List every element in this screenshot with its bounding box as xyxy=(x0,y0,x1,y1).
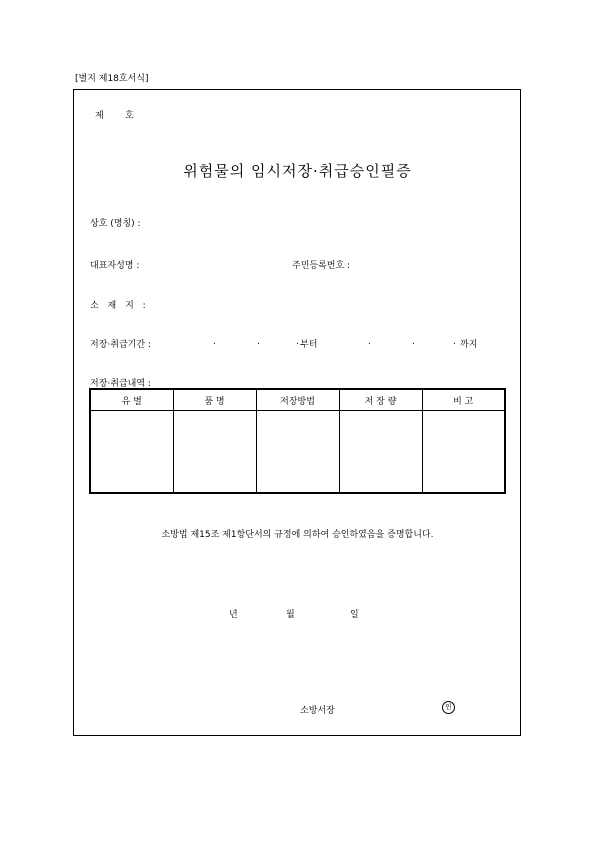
address-label: 소 재 지 : xyxy=(90,301,146,311)
period-dot-1: . xyxy=(213,337,216,347)
number-prefix: 제 xyxy=(95,111,104,121)
header-category: 유 별 xyxy=(90,389,173,411)
period-from: 부터 xyxy=(300,340,318,350)
cell-quantity[interactable] xyxy=(339,411,422,494)
table-header-row xyxy=(90,389,505,411)
cell-item-name[interactable] xyxy=(173,411,256,494)
details-label: 저장·취급내역 : xyxy=(90,379,151,389)
cell-storage-method[interactable] xyxy=(256,411,339,494)
cell-remarks[interactable] xyxy=(422,411,505,494)
date-year: 년 xyxy=(229,610,238,620)
period-dot-6: . xyxy=(453,337,456,347)
period-to: 까지 xyxy=(460,340,478,350)
number-suffix: 호 xyxy=(125,111,134,121)
document-title: 위험물의 임시저장·취급승인필증 xyxy=(183,162,412,180)
cell-category[interactable] xyxy=(90,411,173,494)
header-remarks: 비 고 xyxy=(422,389,505,411)
details-table xyxy=(89,388,506,494)
representative-label: 대표자성명 : xyxy=(90,261,140,271)
header-storage-method: 저장방법 xyxy=(256,389,339,411)
period-dot-2: . xyxy=(257,337,260,347)
date-day: 일 xyxy=(350,610,359,620)
table-row xyxy=(90,411,505,494)
period-dot-3: . xyxy=(296,337,299,347)
period-label: 저장·취급기간 : xyxy=(90,340,151,350)
signer-title: 소방서장 xyxy=(300,706,335,716)
resident-number-label: 주민등록번호 : xyxy=(292,261,351,271)
seal-icon: 인 xyxy=(442,701,455,714)
header-item-name: 품 명 xyxy=(173,389,256,411)
date-month: 월 xyxy=(286,610,295,620)
header-quantity: 저 장 량 xyxy=(339,389,422,411)
period-dot-4: . xyxy=(368,337,371,347)
form-number-label: [별지 제18호서식] xyxy=(75,74,149,84)
period-dot-5: . xyxy=(412,337,415,347)
business-name-label: 상호 (명칭) : xyxy=(90,219,141,229)
certification-statement: 소방법 제15조 제1항단서의 규정에 의하여 승인하였음을 증명합니다. xyxy=(161,530,434,540)
